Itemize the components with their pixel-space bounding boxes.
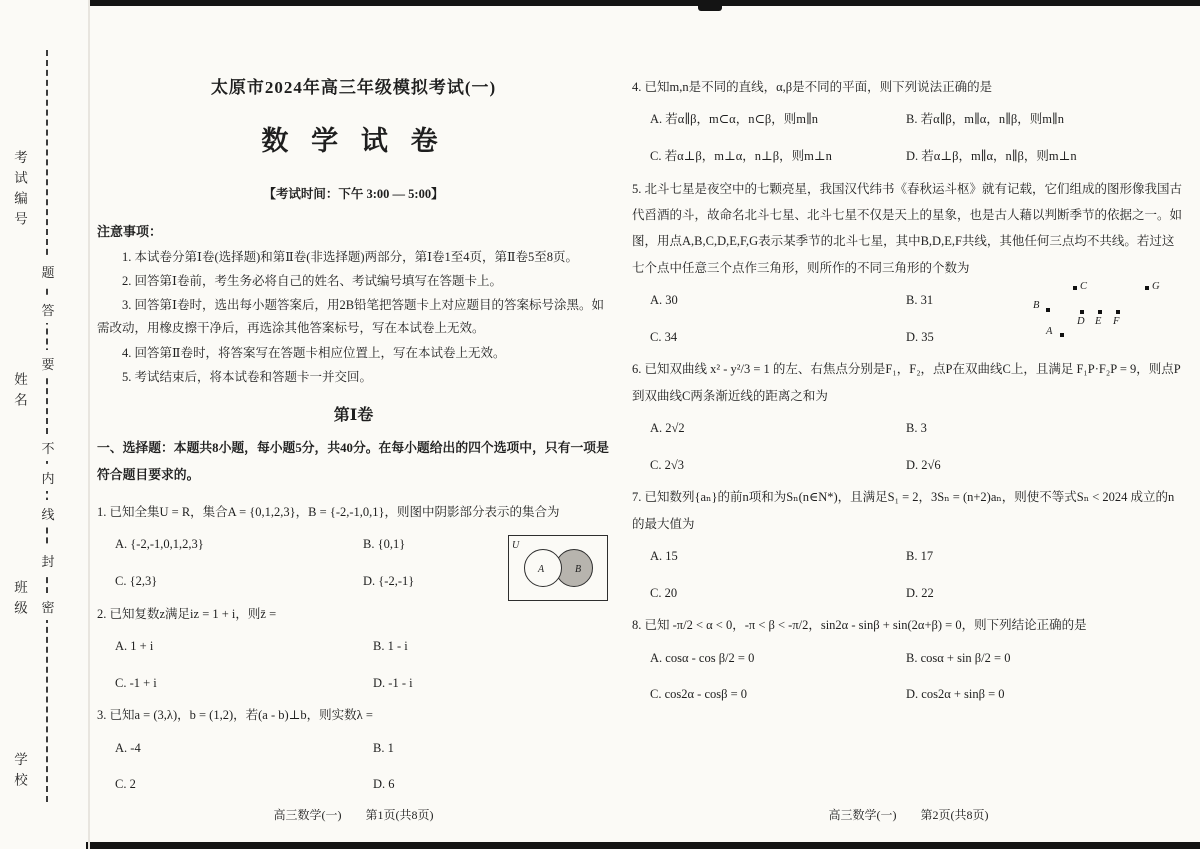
venn-a-label: A: [538, 563, 545, 575]
star-dot-g: [1145, 286, 1149, 290]
seal-char: 不: [38, 434, 58, 461]
seal-label-class: 班级: [12, 580, 27, 621]
page-fold-line: [88, 0, 90, 849]
option-c: C. 34: [650, 329, 678, 344]
option-b: B. 若α∥β，m∥α，n∥β，则m∥n: [906, 112, 1064, 127]
question-7-text: 7. 已知数列{aₙ}的前n项和为Sₙ(n∈N*)，且满足S₁ = 2，3Sₙ = (n+2)aₙ，则使不等式Sₙ < 2024 成立的n的最大值为: [632, 490, 1175, 531]
star-dot-c: [1073, 286, 1077, 290]
question-7-options: [632, 547, 1185, 603]
option-a: A. 30: [650, 292, 678, 307]
option-d: D. 若α⊥β，m∥α，n∥β，则m⊥n: [906, 149, 1077, 163]
seal-dashed-line: [41, 50, 55, 802]
seal-char: 要: [38, 350, 58, 377]
seal-char: 题: [38, 258, 58, 285]
option-d: D. 2√6: [906, 457, 941, 472]
star-dot-d: [1080, 310, 1084, 314]
option-c: C. -1 + i: [115, 675, 157, 690]
option-a: A. 1 + i: [115, 638, 154, 653]
option-c: C. cos2α - cosβ = 0: [650, 687, 748, 702]
exam-time: 【考试时间：下午 3:00 — 5:00】: [263, 186, 444, 201]
option-c: C. 2√3: [650, 457, 684, 472]
seal-char: 封: [38, 547, 58, 574]
option-b: B. 17: [906, 548, 934, 563]
star-label-g: G: [1152, 281, 1160, 293]
question-4-options: [632, 110, 1185, 166]
notes-title: 注意事项：: [97, 224, 163, 240]
question-6-text: 6. 已知双曲线 x² - y²/3 = 1 的左、右焦点分别是F₁，F₂，点P在双曲线C上，且满足 F₁P·F₂P = 9，则点P到双曲线C两条渐近线的距离之和为: [632, 362, 1181, 403]
question-3-options: [97, 739, 610, 795]
star-label-b: B: [1033, 300, 1040, 312]
question-3: [97, 702, 610, 794]
option-d: D. 6: [373, 777, 395, 792]
question-2-options: [97, 637, 610, 693]
question-5: [632, 176, 1185, 347]
question-8: [632, 612, 1185, 704]
option-a: A. 15: [650, 548, 678, 563]
section-instruction: 一、选择题：本题共8小题，每小题5分，共40分。在每小题给出的四个选项中，只有一项是符合题目要求的。: [97, 441, 609, 483]
seal-label-name: 姓名: [12, 372, 27, 413]
scan-artifact-top-edge: [90, 0, 1200, 6]
note-3: 3. 回答第Ⅰ卷时，选出每小题答案后，用2B铅笔把答题卡上对应题目的答案标号涂黑。如需改动，用橡皮擦干净后，再选涂其他答案标号，写在本试卷上无效。: [97, 298, 605, 336]
scan-artifact-bottom-edge: [86, 842, 1200, 849]
page-1-footer: 高三数学(一) 第1页(共8页): [273, 808, 434, 822]
question-4: [632, 74, 1185, 166]
page-2: [632, 64, 1185, 704]
star-label-c: C: [1080, 281, 1088, 293]
star-label-a: A: [1046, 326, 1053, 338]
question-2-text: 2. 已知复数z满足iz = 1 + i，则z̄ =: [97, 606, 277, 621]
exam-title: 太原市2024年高三年级模拟考试(一): [210, 78, 497, 97]
question-4-text: 4. 已知m,n是不同的直线，α,β是不同的平面，则下列说法正确的是: [632, 80, 993, 94]
star-label-d: D: [1077, 316, 1085, 328]
page-2-footer: 高三数学(一) 第2页(共8页): [828, 808, 989, 822]
seal-char: 答: [38, 296, 58, 323]
question-5-text: 5. 北斗七星是夜空中的七颗亮星，我国汉代纬书《春秋运斗枢》就有记载，它们组成的图形像我国古代舀酒的斗，故命名北斗七星、北斗七星不仅是天上的星象，也是古人藉以判断季节的依据之一。如图，用点A,B,C,D,E,F,G表示某季节的北斗七星，其中B,D,E,F共线，其他任何三点均不共线。若过这七个点中任意三个点作三角形，则所作的不同三角形的个数为: [632, 181, 1183, 275]
option-d: D. {-2,-1}: [363, 573, 415, 588]
option-d: D. 22: [906, 585, 934, 600]
venn-b-label: B: [575, 563, 582, 575]
venn-diagram: [508, 535, 608, 601]
option-b: B. 3: [906, 420, 927, 435]
seal-label-school: 学校: [12, 752, 27, 793]
venn-universe-label: U: [512, 539, 520, 551]
option-b: B. 31: [906, 292, 934, 307]
star-dot-f: [1116, 310, 1120, 314]
section-title: 第Ⅰ卷: [333, 406, 374, 424]
option-b: B. 1 - i: [373, 638, 408, 653]
question-1: [97, 499, 610, 591]
option-a: A. 2√2: [650, 420, 685, 435]
option-a: A. 若α∥β，m⊂α，n⊂β，则m∥n: [650, 112, 819, 127]
question-6: [632, 356, 1185, 474]
seal-char: 内: [38, 464, 58, 491]
seal-char: 线: [38, 500, 58, 527]
option-a: A. -4: [115, 740, 141, 755]
option-c: C. 20: [650, 585, 678, 600]
option-d: D. 35: [906, 329, 934, 344]
option-c: C. 若α⊥β，m⊥α，n⊥β，则m⊥n: [650, 149, 832, 163]
note-1: 1. 本试卷分第Ⅰ卷(选择题)和第Ⅱ卷(非选择题)两部分，第Ⅰ卷1至4页，第Ⅱ卷5至8页。: [122, 250, 579, 265]
question-1-text: 1. 已知全集U = R，集合A = {0,1,2,3}，B = {-2,-1,0,1}，则图中阴影部分表示的集合为: [97, 504, 560, 519]
question-2: [97, 601, 610, 693]
star-dot-a: [1060, 333, 1064, 337]
note-4: 4. 回答第Ⅱ卷时，将答案写在答题卡相应位置上，写在本试卷上无效。: [122, 345, 506, 360]
question-1-options: [97, 535, 560, 591]
option-b: B. cosα + sin β/2 = 0: [906, 650, 1011, 665]
question-6-options: [632, 419, 1185, 475]
question-8-options: [632, 649, 1185, 705]
option-a: A. {-2,-1,0,1,2,3}: [115, 537, 204, 552]
page-1: [97, 72, 610, 794]
constellation-diagram: [1033, 280, 1171, 344]
question-3-text: 3. 已知a = (3,λ)，b = (1,2)，若(a - b)⊥b，则实数λ =: [97, 708, 373, 723]
star-label-f: F: [1113, 316, 1120, 328]
option-c: C. {2,3}: [115, 573, 158, 588]
option-a: A. cosα - cos β/2 = 0: [650, 650, 755, 665]
star-dot-e: [1098, 310, 1102, 314]
seal-label-exam-number: 考试编号: [12, 150, 27, 232]
question-8-text: 8. 已知 -π/2 < α < 0，-π < β < -π/2，sin2α - sinβ + sin(2α+β) = 0，则下列结论正确的是: [632, 618, 1087, 633]
star-label-e: E: [1095, 316, 1102, 328]
option-d: D. cos2α + sinβ = 0: [906, 687, 1005, 702]
question-7: [632, 484, 1185, 602]
option-b: B. {0,1}: [363, 537, 406, 552]
option-d: D. -1 - i: [373, 675, 413, 690]
option-c: C. 2: [115, 777, 136, 792]
scan-artifact-top-blob: [698, 0, 722, 11]
seal-char: 密: [38, 593, 58, 620]
note-5: 5. 考试结束后，将本试卷和答题卡一并交回。: [122, 369, 373, 384]
subject-title: 数 学 试 卷: [261, 126, 446, 157]
note-2: 2. 回答第Ⅰ卷前，考生务必将自己的姓名、考试编号填写在答题卡上。: [122, 274, 502, 289]
option-b: B. 1: [373, 740, 394, 755]
star-dot-b: [1046, 308, 1050, 312]
